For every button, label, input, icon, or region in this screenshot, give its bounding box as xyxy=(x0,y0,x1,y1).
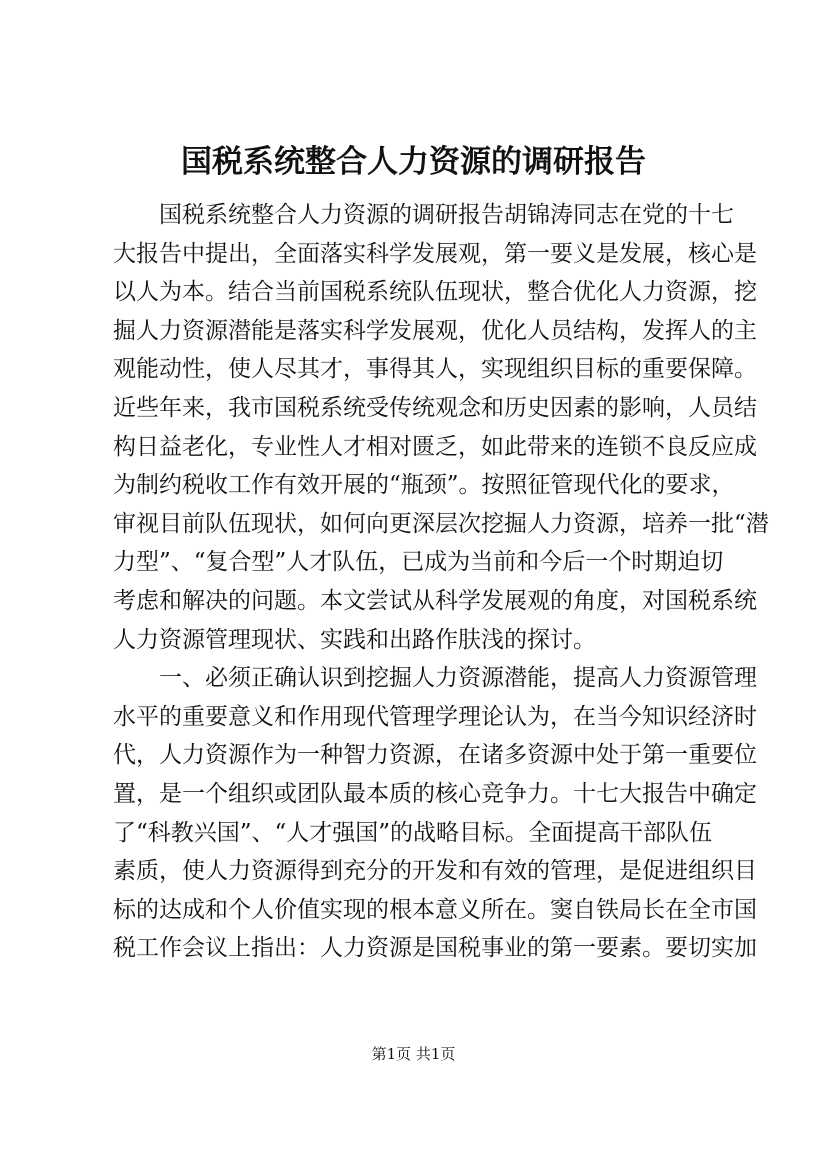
paragraph-line: 观能动性，使人尽其才，事得其人，实现组织目标的重要保障。 xyxy=(113,356,757,383)
paragraph-line: 税工作会议上指出：人力资源是国税事业的第一要素。要切实加 xyxy=(113,935,757,962)
page-footer: 第1页 共1页 xyxy=(371,1045,456,1063)
paragraph-line: 素质，使人力资源得到充分的开发和有效的管理，是促进组织目 xyxy=(113,858,757,885)
paragraph-line: 大报告中提出，全面落实科学发展观，第一要义是发展，核心是 xyxy=(113,240,757,267)
paragraph-line: 一、必须正确认识到挖掘人力资源潜能，提高人力资源管理 xyxy=(159,665,757,692)
paragraph-line: 力型”、“复合型”人才队伍，已成为当前和今后一个时期迫切 xyxy=(113,549,724,576)
paragraph-line: 掘人力资源潜能是落实科学发展观，优化人员结构，发挥人的主 xyxy=(113,317,757,344)
paragraph-line: 为制约税收工作有效开展的“瓶颈”。按照征管现代化的要求， xyxy=(113,472,735,499)
paragraph-line: 水平的重要意义和作用现代管理学理论认为，在当今知识经济时 xyxy=(113,703,757,730)
paragraph-line: 标的达成和个人价值实现的根本意义所在。窦自铁局长在全市国 xyxy=(113,896,757,923)
paragraph-line: 以人为本。结合当前国税系统队伍现状，整合优化人力资源，挖 xyxy=(113,279,757,306)
paragraph-line: 置，是一个组织或团队最本质的核心竞争力。十七大报告中确定 xyxy=(113,780,757,807)
paragraph-line: 国税系统整合人力资源的调研报告胡锦涛同志在党的十七 xyxy=(159,202,734,228)
paragraph-line: 近些年来，我市国税系统受传统观念和历史因素的影响，人员结 xyxy=(113,394,757,421)
paragraph-line: 审视目前队伍现状，如何向更深层次挖掘人力资源，培养一批“潜 xyxy=(113,510,769,537)
paragraph-line: 人力资源管理现状、实践和出路作肤浅的探讨。 xyxy=(113,626,596,653)
paragraph-line: 构日益老化，专业性人才相对匮乏，如此带来的连锁不良反应成 xyxy=(113,433,757,460)
paragraph-line: 代，人力资源作为一种智力资源，在诸多资源中处于第一重要位 xyxy=(113,742,757,769)
paragraph-line: 了“科教兴国”、“人才强国”的战略目标。全面提高干部队伍 xyxy=(113,819,713,846)
document-body xyxy=(113,196,769,968)
paragraph-line: 考虑和解决的问题。本文尝试从科学发展观的角度，对国税系统 xyxy=(113,587,757,614)
document-title: 国税系统整合人力资源的调研报告 xyxy=(181,144,646,180)
